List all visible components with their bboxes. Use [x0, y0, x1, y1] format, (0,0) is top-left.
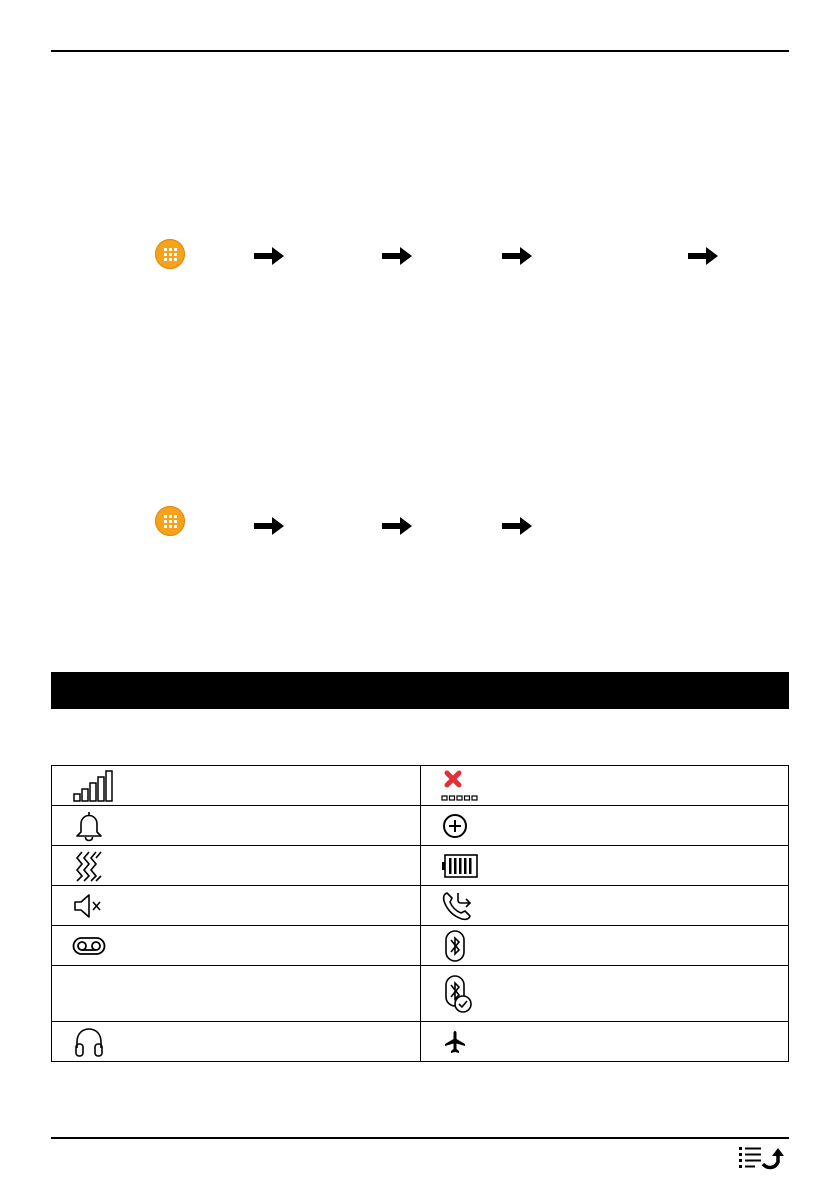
- section-heading-bar: [51, 672, 789, 709]
- headset-icon: [72, 1026, 106, 1058]
- navigation-path-2: [0, 0, 839, 40]
- arrow-right-icon: [686, 244, 720, 268]
- arrow-right-icon: [380, 244, 414, 268]
- apps-icon[interactable]: [155, 239, 185, 269]
- table-cell: [421, 766, 789, 806]
- table-row: [52, 766, 789, 806]
- table-cell: [52, 766, 421, 806]
- speaker-muted-icon: [72, 891, 106, 921]
- voicemail-icon: [72, 936, 106, 956]
- table-cell: [421, 926, 789, 966]
- table-row: [52, 1022, 789, 1062]
- table-row: [52, 846, 789, 886]
- table-cell: [421, 966, 789, 1022]
- table-row: [52, 926, 789, 966]
- arrow-right-icon: [500, 244, 534, 268]
- arrow-right-icon: [252, 514, 286, 538]
- table-cell: [52, 1022, 421, 1062]
- index-return-icon[interactable]: [737, 1144, 787, 1170]
- table-cell: [52, 846, 421, 886]
- table-row: [52, 806, 789, 846]
- bell-icon: [72, 810, 106, 842]
- arrow-right-icon: [500, 514, 534, 538]
- airplane-icon: [441, 1028, 469, 1056]
- table-cell: [421, 846, 789, 886]
- table-cell: [421, 886, 789, 926]
- footer-rule: [51, 1137, 789, 1139]
- table-cell: [52, 886, 421, 926]
- table-cell: [52, 926, 421, 966]
- table-cell: [421, 1022, 789, 1062]
- table-cell: [52, 966, 421, 1022]
- signal-strength-icon: [72, 769, 114, 803]
- table-cell: [52, 806, 421, 846]
- table-row: [52, 966, 789, 1022]
- vibrate-icon: [72, 850, 106, 882]
- call-forward-icon: [441, 890, 475, 922]
- no-signal-icon: [441, 770, 481, 802]
- arrow-right-icon: [380, 514, 414, 538]
- table-row: [52, 886, 789, 926]
- bluetooth-icon: [441, 929, 469, 963]
- plus-circle-icon: [441, 812, 469, 840]
- status-icons-table: [51, 765, 789, 1062]
- arrow-right-icon: [252, 244, 286, 268]
- table-cell: [421, 806, 789, 846]
- battery-full-icon: [441, 853, 479, 879]
- bluetooth-connected-icon: [441, 974, 475, 1014]
- apps-icon[interactable]: [155, 506, 185, 536]
- header-rule: [51, 50, 789, 52]
